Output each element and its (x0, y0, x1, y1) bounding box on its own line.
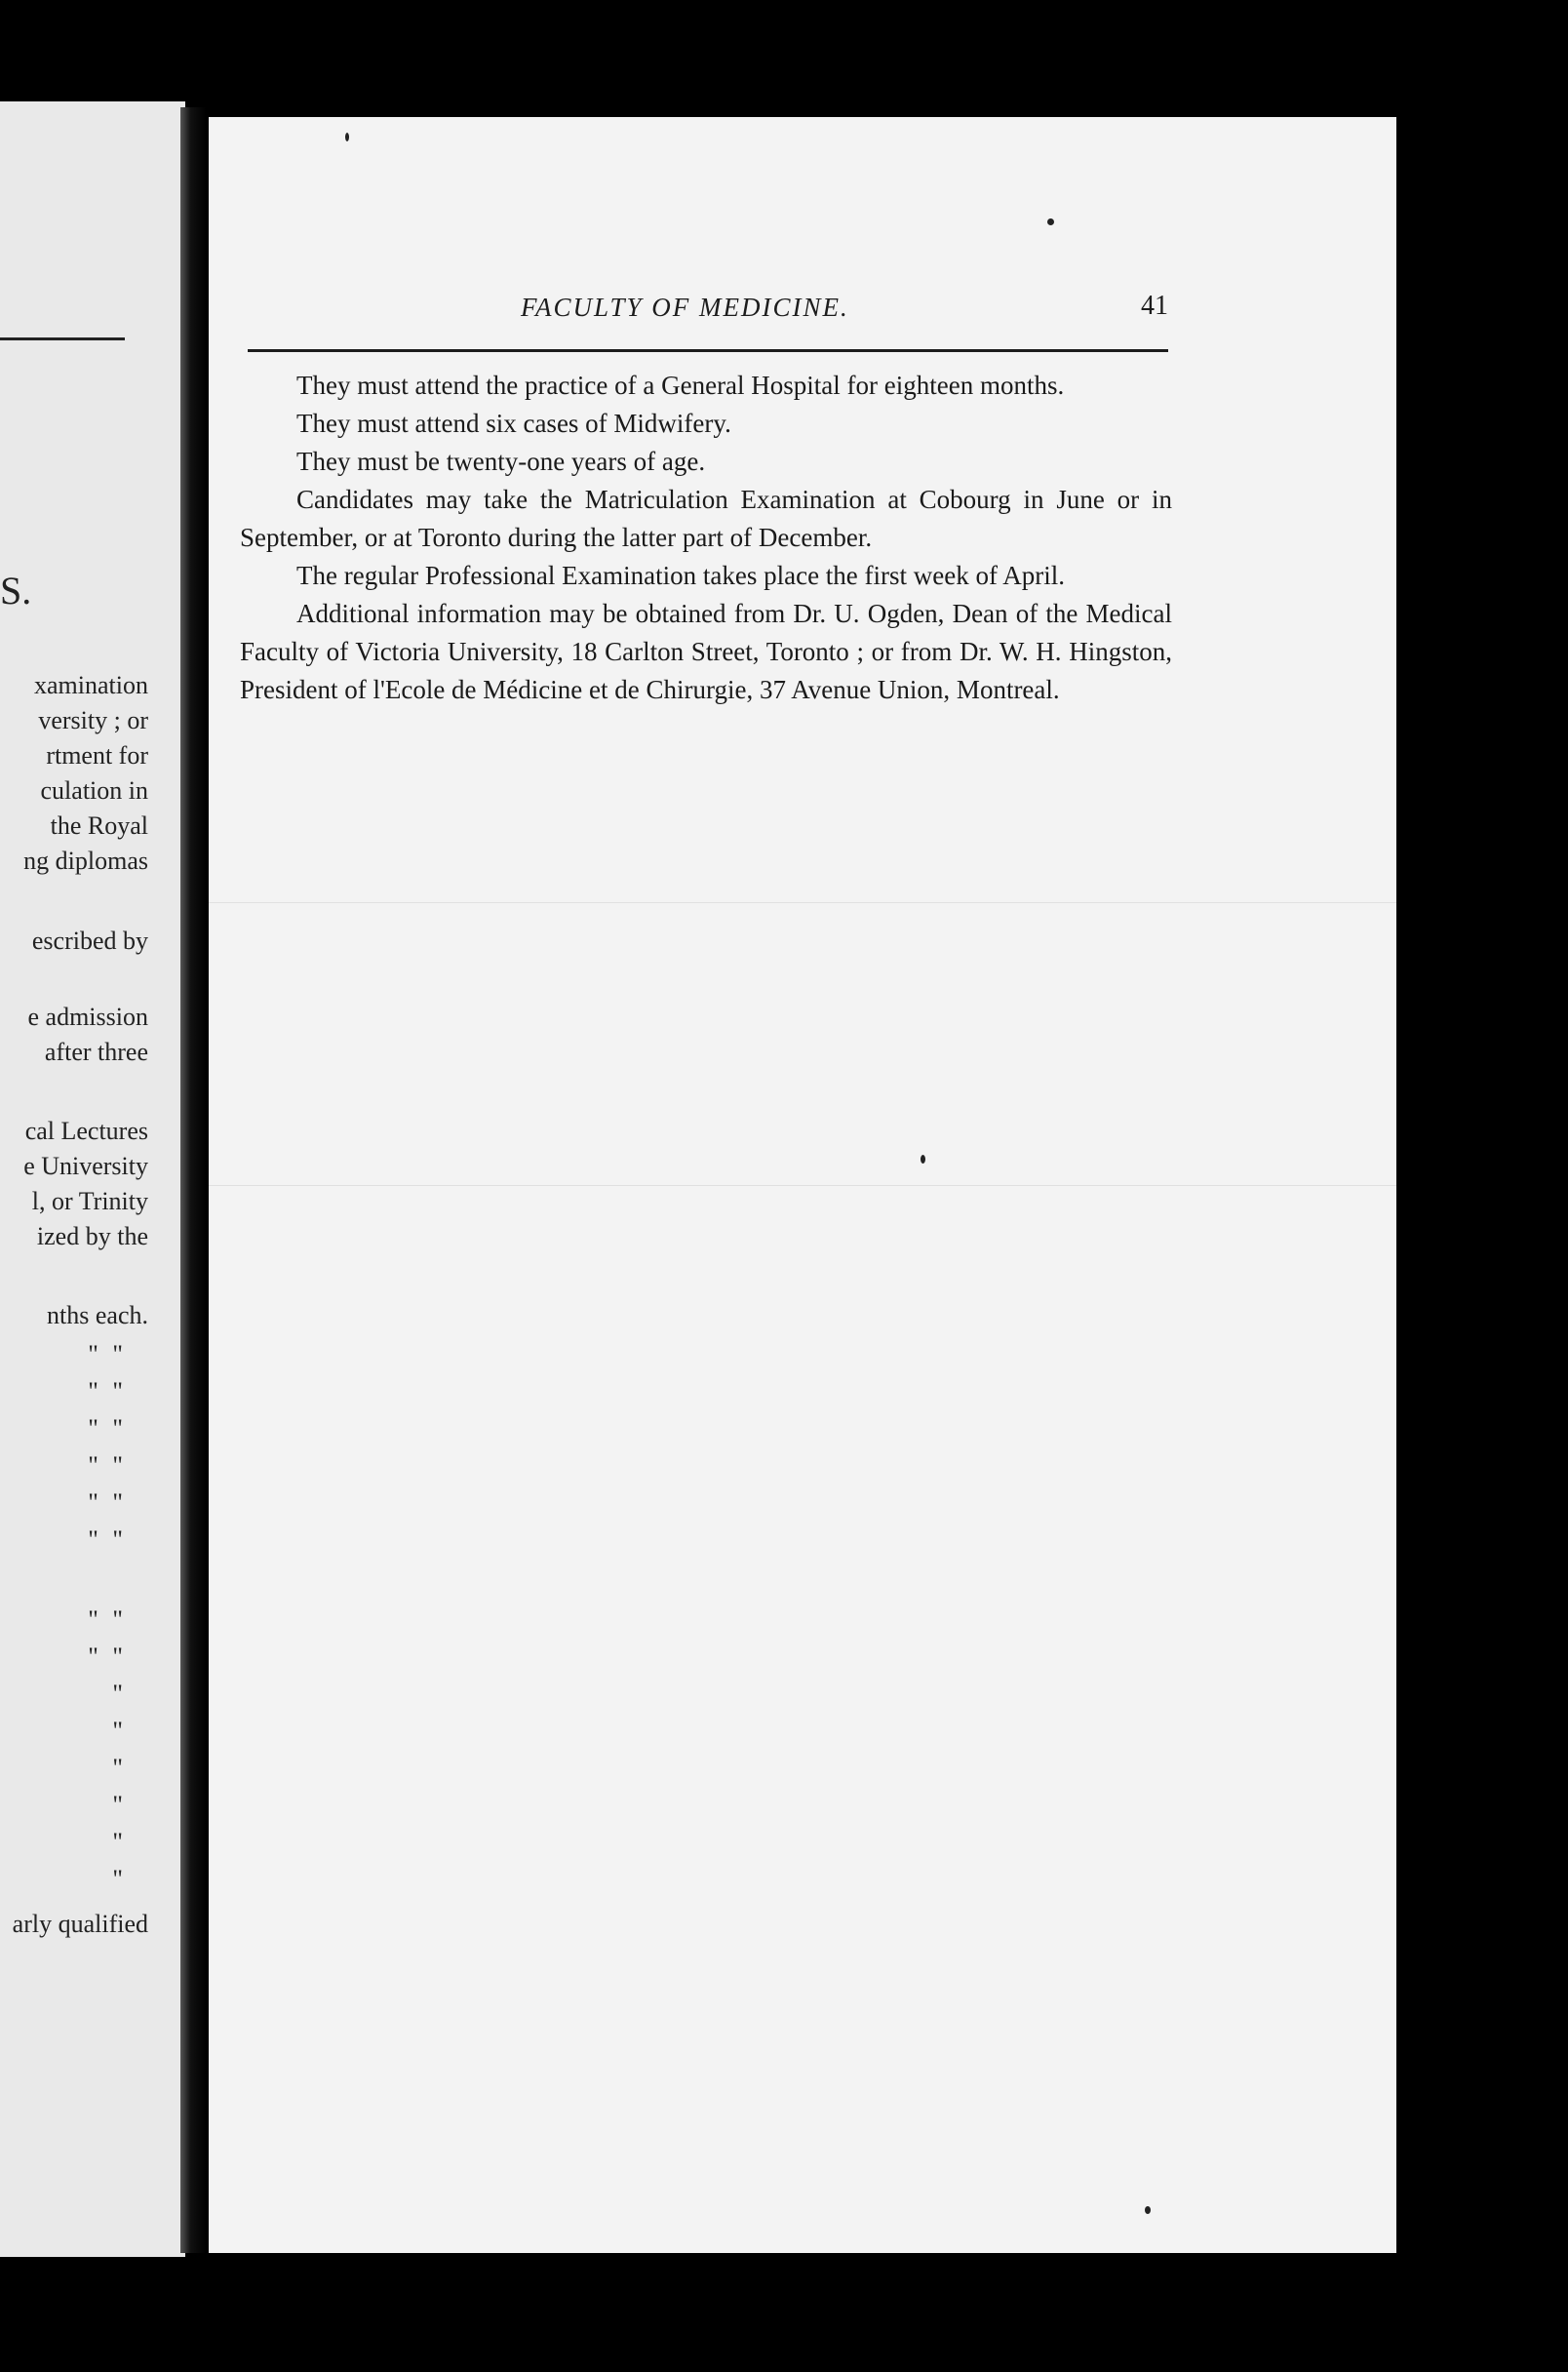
left-text-line: cal Lectures (24, 1117, 148, 1145)
left-text-line: " (112, 1791, 127, 1819)
running-head: FACULTY OF MEDICINE. (521, 293, 849, 322)
left-text-line: " (112, 1754, 127, 1782)
left-text-line: culation in (40, 776, 148, 805)
ink-speck (1145, 2206, 1151, 2214)
left-text-line: escribed by (31, 927, 148, 955)
left-text-line: rtment for (46, 741, 148, 770)
left-text-line: versity ; or (38, 706, 148, 734)
paragraph: They must attend the practice of a General Hospital for eighteen months. (296, 371, 1065, 400)
left-text-line: after three (44, 1038, 148, 1066)
left-text-line: xamination (34, 671, 148, 699)
left-text-line: " (112, 1865, 127, 1893)
scan-streak (209, 902, 1396, 903)
paragraph: They must be twenty-one years of age. (296, 447, 706, 476)
left-text-line: ized by the (36, 1222, 148, 1250)
paragraph: The regular Professional Examination takes place the first week of April. (296, 561, 1065, 590)
paragraph: They must attend six cases of Midwifery. (296, 409, 731, 438)
right-page (209, 117, 1396, 2253)
left-text-line: the Royal (50, 811, 148, 840)
header-rule (248, 349, 1168, 352)
ink-speck (345, 133, 349, 141)
left-text-line: " " (88, 1414, 127, 1443)
ink-speck (921, 1155, 925, 1164)
left-text-line: " " (88, 1605, 127, 1634)
left-text-line: " " (88, 1642, 127, 1671)
ink-speck (1047, 218, 1054, 225)
left-text-line: " (112, 1828, 127, 1856)
left-text-line: ng diplomas (23, 847, 148, 875)
body-text (240, 367, 1172, 709)
left-text-line: e admission (27, 1003, 148, 1031)
left-text-line: " " (88, 1340, 127, 1368)
paragraph: Additional information may be obtained from Dr. U. Ogden, Dean of the Medical Faculty of Victoria University, 18 Carlton Street, Toronto ; or from Dr. W. H. Hingston, President of l'Ecole de Médicine et de Chirurgie, 37 Avenue Union, Montreal. (240, 599, 1172, 704)
left-text-line: " (112, 1717, 127, 1745)
left-text-line: arly qualified (12, 1910, 148, 1938)
scan-streak (209, 1185, 1396, 1186)
left-facing-page (0, 101, 185, 2257)
page-number: 41 (1141, 291, 1168, 321)
left-text-line: e University (23, 1152, 148, 1180)
left-text-line: " (112, 1680, 127, 1708)
left-text-line: " " (88, 1525, 127, 1554)
book-gutter (180, 107, 206, 2253)
left-header-rule (0, 337, 125, 340)
left-text-line: nths each. (47, 1301, 148, 1329)
paragraph: Candidates may take the Matriculation Examination at Cobourg in June or in September, or at Toronto during the latter part of December. (240, 485, 1172, 552)
left-title-fragment: S. (0, 569, 32, 613)
left-text-line: " " (88, 1451, 127, 1480)
left-text-line: l, or Trinity (31, 1187, 148, 1215)
left-text-line: " " (88, 1377, 127, 1405)
left-text-line: " " (88, 1488, 127, 1517)
